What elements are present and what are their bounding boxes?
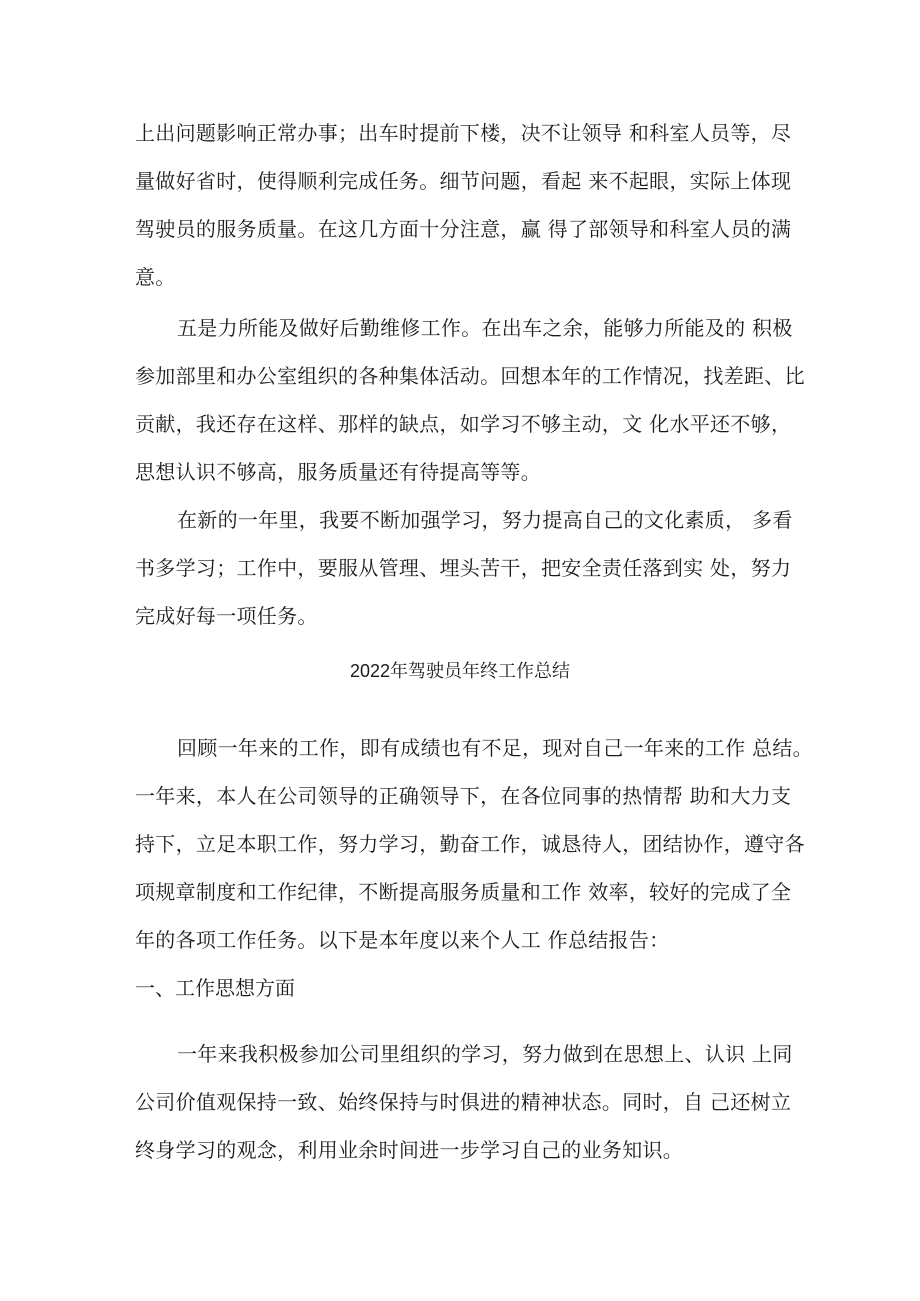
text-line: 持下，立足本职工作，努力学习，勤奋工作，诚恳待人，团结协作，遵守各	[135, 832, 805, 856]
text-line: 终身学习的观念，利用业余时间进一步学习自己的业务知识。	[135, 1138, 684, 1162]
document-title: 2022年驾驶员年终工作总结	[349, 661, 571, 681]
text-line: 驾驶员的服务质量。在这几方面十分注意，赢 得了部领导和科室人员的满	[135, 217, 792, 241]
text-line: 思想认识不够高，服务质量还有待提高等等。	[135, 460, 541, 484]
text-line: 完成好每一项任务。	[135, 604, 318, 628]
text-line: 参加部里和办公室组织的各种集体活动。回想本年的工作情况，找差距、比	[135, 364, 805, 388]
text-line: 回顾一年来的工作，即有成绩也有不足，现对自己一年来的工作 总结。	[177, 736, 813, 760]
text-line: 五是力所能及做好后勤维修工作。在出车之余，能够力所能及的 积极	[177, 316, 793, 340]
text-line: 一年来，本人在公司领导的正确领导下，在各位同事的热情帮 助和大力支	[135, 784, 792, 808]
text-line: 项规章制度和工作纪律，不断提高服务质量和工作 效率，较好的完成了全	[135, 880, 792, 904]
section-heading: 一、工作思想方面	[135, 976, 295, 1000]
text-line: 贡献，我还存在这样、那样的缺点，如学习不够主动，文 化水平还不够，	[135, 412, 792, 436]
text-line: 年的各项工作任务。以下是本年度以来个人工 作总结报告：	[135, 928, 670, 952]
text-line: 书多学习；工作中，要服从管理、埋头苦干，把安全责任落到实 处，努力	[135, 556, 792, 580]
text-line: 意。	[135, 265, 176, 289]
text-line: 量做好省时，使得顺利完成任务。细节问题，看起 来不起眼，实际上体现	[135, 169, 792, 193]
text-line: 在新的一年里，我要不断加强学习，努力提高自己的文化素质， 多看	[177, 508, 793, 532]
text-line: 一年来我积极参加公司里组织的学习，努力做到在思想上、认识 上同	[177, 1042, 793, 1066]
text-line: 公司价值观保持一致、始终保持与时俱进的精神状态。同时，自 己还树立	[135, 1090, 792, 1114]
text-line: 上出问题影响正常办事；出车时提前下楼，决不让领导 和科室人员等，尽	[135, 121, 792, 145]
